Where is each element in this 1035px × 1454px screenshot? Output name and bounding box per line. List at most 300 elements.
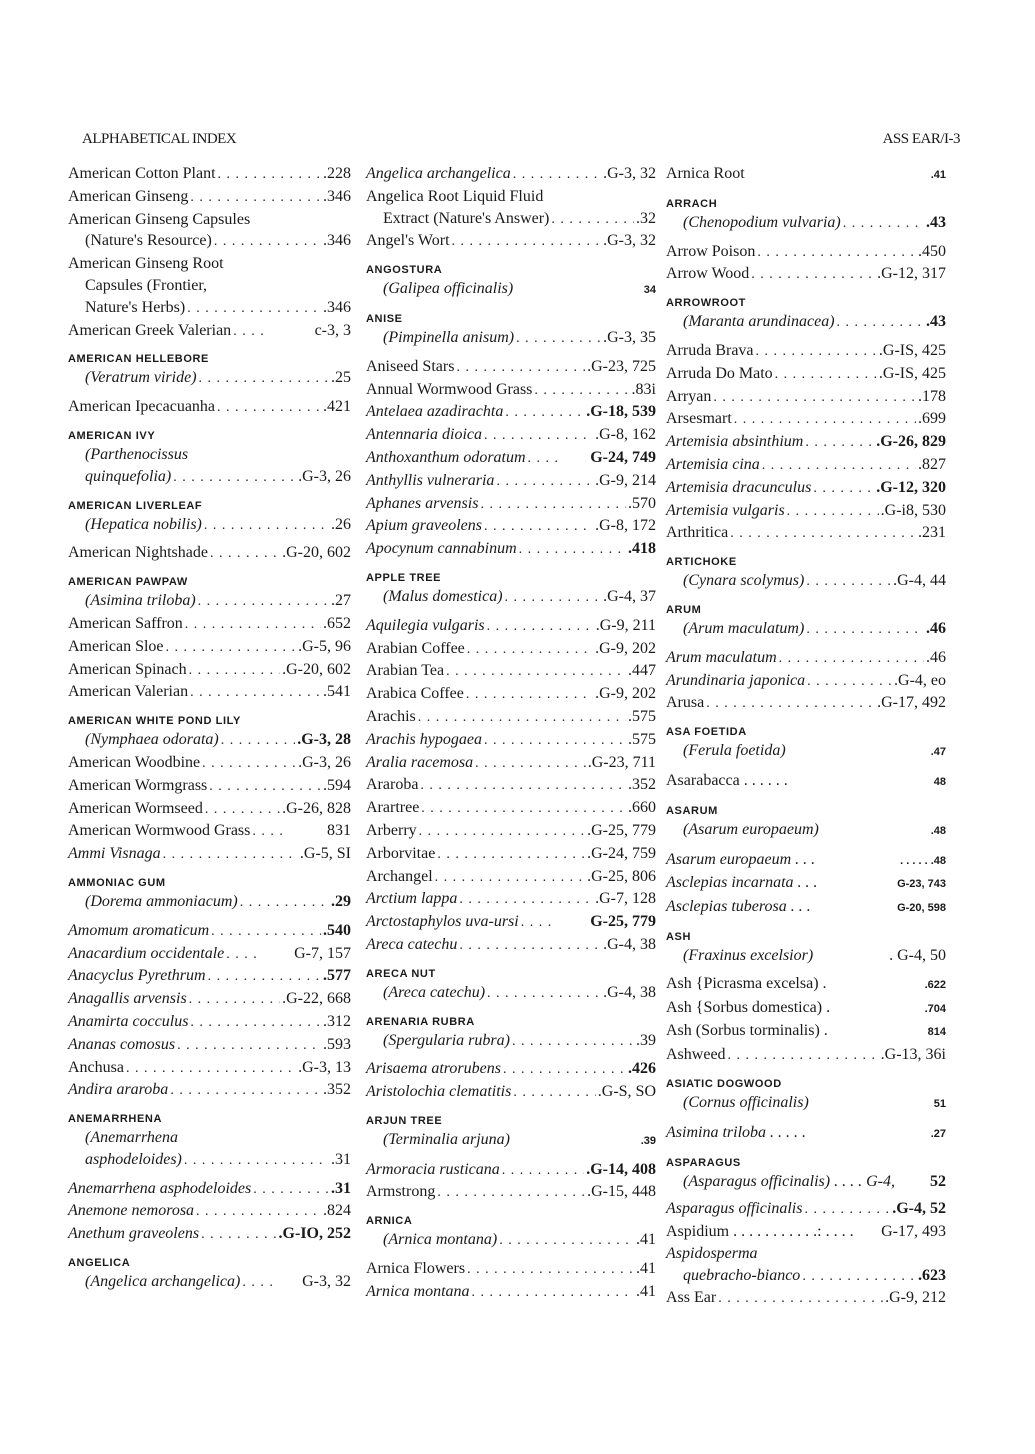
dot-leader bbox=[475, 753, 586, 775]
index-entry bbox=[666, 1221, 946, 1243]
index-entry bbox=[68, 514, 351, 537]
page-reference: .G-3, 32 bbox=[603, 232, 656, 250]
page-reference: .G-4, 38 bbox=[603, 935, 656, 953]
dot-leader bbox=[452, 231, 602, 253]
dot-leader bbox=[208, 966, 321, 988]
index-entry bbox=[366, 888, 656, 911]
index-entry bbox=[666, 431, 946, 454]
page-reference: .660 bbox=[628, 799, 656, 817]
dot-leader bbox=[513, 164, 601, 186]
page-reference: .G-9, 212 bbox=[885, 1289, 946, 1307]
dot-leader bbox=[499, 1230, 634, 1252]
dot-leader bbox=[843, 213, 924, 235]
index-entry bbox=[366, 230, 656, 253]
index-heading: ARTICHOKE bbox=[666, 556, 737, 569]
page-reference: .G-18, 539 bbox=[586, 403, 656, 421]
page-reference: .178 bbox=[918, 387, 946, 405]
entry-term: Ammi Visnaga bbox=[68, 845, 161, 863]
entry-term: Artemisia dracunculus bbox=[666, 478, 812, 496]
page-reference: .G-S, SO bbox=[597, 1083, 656, 1101]
dot-leader bbox=[713, 387, 916, 409]
index-heading: ASH bbox=[666, 930, 692, 943]
dot-leader bbox=[802, 1266, 916, 1288]
entry-term: Asclepias incarnata . . . bbox=[666, 874, 818, 892]
page-reference: .G-26, 829 bbox=[876, 433, 946, 451]
entry-term: Arborvitae bbox=[366, 844, 436, 862]
index-entry bbox=[666, 973, 946, 997]
page-reference: .418 bbox=[628, 540, 656, 558]
dot-leader bbox=[253, 1179, 329, 1201]
dot-leader bbox=[419, 821, 585, 843]
page-reference: .G-9, 202 bbox=[595, 685, 656, 703]
dot-leader: . . . . bbox=[520, 915, 553, 931]
index-entry bbox=[366, 586, 656, 609]
dot-leader bbox=[214, 231, 321, 253]
index-entry bbox=[68, 186, 351, 209]
page-reference: .827 bbox=[918, 455, 946, 473]
dot-leader bbox=[435, 867, 585, 889]
page-reference: .346 bbox=[323, 232, 351, 250]
dot-leader bbox=[210, 543, 280, 565]
index-entry bbox=[666, 241, 946, 264]
entry-term: (Arnica montana) bbox=[383, 1231, 498, 1249]
index-entry bbox=[666, 1171, 946, 1193]
entry-term: Apocynum cannabinum bbox=[366, 540, 517, 558]
index-heading: ANEMARRHENA bbox=[68, 1113, 162, 1126]
page-reference: .G-9, 214 bbox=[595, 471, 656, 489]
dot-leader: . . . . bbox=[252, 824, 284, 840]
page-reference: .G-7, 128 bbox=[595, 890, 656, 908]
index-heading: AMERICAN IVY bbox=[68, 429, 156, 442]
dot-leader bbox=[199, 368, 329, 390]
index-entry bbox=[68, 230, 351, 253]
index-heading: AMERICAN LIVERLEAF bbox=[68, 499, 203, 512]
index-entry-text: Aspidosperma bbox=[666, 1244, 758, 1262]
entry-term: American Ginseng bbox=[68, 187, 189, 205]
index-entry-text: (Anemarrhena bbox=[85, 1129, 179, 1147]
index-heading: ASPARAGUS bbox=[666, 1156, 741, 1169]
entry-term: (Ferula foetida) bbox=[683, 742, 786, 760]
page-reference: .G-IS, 425 bbox=[878, 341, 946, 359]
index-entry bbox=[68, 681, 351, 704]
dot-leader bbox=[728, 1045, 879, 1067]
index-entry bbox=[666, 1122, 946, 1146]
dot-leader bbox=[805, 432, 874, 454]
dot-leader bbox=[487, 983, 601, 1005]
index-entry bbox=[666, 1265, 946, 1288]
page-reference: .G-20, 602 bbox=[282, 660, 351, 678]
page-reference: .577 bbox=[323, 967, 351, 985]
entry-term: Arabian Tea bbox=[366, 662, 445, 680]
index-entry bbox=[366, 327, 656, 350]
entry-term: Aralia racemosa bbox=[366, 753, 474, 771]
page-reference: .41 bbox=[636, 1231, 656, 1249]
dot-leader bbox=[487, 616, 594, 638]
page-reference: .46 bbox=[926, 648, 946, 666]
index-entry bbox=[666, 692, 946, 715]
entry-term: Asarum europaeum . . . bbox=[666, 850, 816, 868]
entry-term: Aristolochia clematitis bbox=[366, 1083, 512, 1101]
index-entry bbox=[366, 660, 656, 683]
index-entry bbox=[68, 1057, 351, 1080]
index-entry bbox=[68, 752, 351, 775]
page-reference: c-3, 3 bbox=[314, 321, 351, 339]
page-reference: G-24, 749 bbox=[590, 448, 656, 466]
entry-term: Arusa bbox=[666, 694, 705, 712]
dot-leader bbox=[456, 357, 585, 379]
dot-leader: . . . . bbox=[527, 450, 560, 466]
index-entry bbox=[666, 500, 946, 523]
page-reference: .824 bbox=[323, 1202, 351, 1220]
page-reference: .31 bbox=[331, 1150, 351, 1168]
entry-term: Artemisia cina bbox=[666, 455, 760, 473]
entry-term: Ash (Sorbus torminalis) . bbox=[666, 1022, 828, 1040]
page-reference: .575 bbox=[628, 707, 656, 725]
entry-term: Arundinaria japonica bbox=[666, 671, 806, 689]
dot-leader bbox=[467, 1259, 634, 1281]
dot-leader bbox=[502, 1160, 584, 1182]
page-reference: .G-3, 13 bbox=[298, 1058, 351, 1076]
dot-leader bbox=[190, 1012, 321, 1034]
page-reference: 52 bbox=[930, 1172, 946, 1190]
page-reference: .G-3, 32 bbox=[603, 165, 656, 182]
page-reference: .26 bbox=[331, 515, 351, 533]
dot-leader bbox=[503, 1059, 626, 1081]
index-entry bbox=[68, 775, 351, 798]
entry-term: Ananas comosus bbox=[68, 1035, 176, 1053]
page-reference: .426 bbox=[628, 1060, 656, 1078]
index-entry bbox=[68, 320, 351, 343]
dot-leader bbox=[209, 776, 321, 798]
index-heading: ARECA NUT bbox=[366, 967, 436, 980]
dot-leader bbox=[505, 402, 584, 424]
index-entry-text: American Ginseng Root bbox=[68, 255, 224, 273]
index-heading: ANISE bbox=[366, 312, 403, 325]
page-reference: .83i bbox=[631, 380, 656, 398]
index-entry bbox=[68, 729, 351, 752]
entry-term: Archangel bbox=[366, 867, 433, 885]
index-entry bbox=[666, 1198, 946, 1221]
entry-term: Apium graveolens bbox=[366, 517, 482, 535]
entry-term: Arruda Do Mato bbox=[666, 364, 773, 382]
index-entry bbox=[366, 911, 656, 934]
index-entry bbox=[68, 965, 351, 988]
index-entry bbox=[666, 1020, 946, 1044]
index-column-3 bbox=[666, 163, 946, 1310]
index-entry bbox=[68, 297, 351, 320]
index-entry bbox=[666, 386, 946, 409]
page-reference: .G-26, 828 bbox=[282, 799, 351, 817]
index-entry bbox=[666, 896, 946, 920]
dot-leader bbox=[813, 478, 874, 500]
entry-term: Angel's Wort bbox=[366, 232, 450, 250]
dot-leader bbox=[837, 312, 924, 334]
dot-leader bbox=[204, 515, 329, 537]
dot-leader bbox=[484, 730, 626, 752]
index-entry bbox=[68, 163, 351, 186]
page-reference: .G-3, 35 bbox=[603, 328, 656, 346]
index-entry bbox=[366, 1181, 656, 1204]
index-entry bbox=[68, 1079, 351, 1102]
page-reference: .312 bbox=[323, 1012, 351, 1030]
index-entry bbox=[68, 590, 351, 613]
entry-term: American Spinach bbox=[68, 660, 187, 678]
page-reference: .G-14, 408 bbox=[586, 1160, 656, 1178]
index-entry bbox=[68, 396, 351, 419]
dot-leader bbox=[418, 707, 626, 729]
dot-leader bbox=[170, 1080, 321, 1102]
dot-leader bbox=[166, 637, 297, 659]
index-column-1 bbox=[68, 163, 351, 1294]
index-heading: ANGELICA bbox=[68, 1257, 131, 1270]
index-entry bbox=[68, 636, 351, 659]
index-entry bbox=[366, 706, 656, 729]
index-entry bbox=[666, 263, 946, 286]
page-reference: 831 bbox=[327, 822, 351, 840]
dot-leader bbox=[240, 892, 329, 914]
entry-term: Arachis bbox=[366, 707, 416, 725]
index-entry bbox=[366, 379, 656, 402]
dot-leader: . . . . bbox=[226, 946, 258, 962]
index-entry bbox=[366, 493, 656, 516]
entry-term: Antelaea azadirachta bbox=[366, 403, 504, 421]
page-reference: .652 bbox=[323, 614, 351, 632]
index-heading: ARROWROOT bbox=[666, 297, 746, 310]
index-heading: ARJUN TREE bbox=[366, 1114, 443, 1127]
page-reference: .27 bbox=[930, 1127, 946, 1140]
index-entry bbox=[68, 659, 351, 682]
index-entry bbox=[366, 820, 656, 843]
entry-term: Anchusa bbox=[68, 1058, 124, 1076]
index-entry bbox=[366, 934, 656, 957]
dot-leader bbox=[187, 298, 321, 320]
page-reference: .540 bbox=[323, 921, 351, 939]
page-reference: .699 bbox=[918, 410, 946, 428]
page-reference: .G-5, SI bbox=[299, 845, 351, 863]
dot-leader bbox=[196, 1201, 321, 1223]
page-reference: .G-4, 52 bbox=[892, 1200, 946, 1218]
page-reference: .29 bbox=[331, 892, 351, 910]
index-entry bbox=[366, 515, 656, 538]
index-entry bbox=[666, 1092, 946, 1116]
page-reference: .G-4, 37 bbox=[603, 587, 656, 605]
dot-leader bbox=[806, 619, 924, 641]
entry-term: Asarabacca . . . . . . bbox=[666, 771, 788, 789]
index-heading: AMERICAN HELLEBORE bbox=[68, 353, 209, 366]
entry-term: (Asarum europaeum) bbox=[683, 820, 819, 838]
entry-term: (Hepatica nobilis) bbox=[85, 515, 202, 533]
index-entry bbox=[366, 1258, 656, 1281]
entry-term: Aphanes arvensis bbox=[366, 494, 479, 512]
index-entry bbox=[366, 774, 656, 797]
page-reference: .G-9, 202 bbox=[595, 639, 656, 657]
index-heading: AMERICAN WHITE POND LILY bbox=[68, 715, 241, 728]
entry-term: Arthritica bbox=[666, 524, 729, 542]
dot-leader bbox=[519, 539, 626, 561]
index-entry bbox=[366, 1159, 656, 1182]
page-reference: G-20, 598 bbox=[897, 902, 946, 915]
page-reference: .231 bbox=[918, 524, 946, 542]
entry-term: Asimina triloba . . . . . bbox=[666, 1123, 807, 1141]
page-reference: .G-9, 211 bbox=[595, 616, 656, 634]
page-reference: .G-23, 711 bbox=[587, 753, 656, 771]
index-entry bbox=[366, 447, 656, 470]
entry-term: (Galipea officinalis) bbox=[383, 280, 514, 298]
index-entry bbox=[666, 163, 946, 187]
page-reference: .27 bbox=[331, 592, 351, 610]
entry-term: (Veratrum viride) bbox=[85, 369, 197, 387]
page-reference: .G-8, 162 bbox=[595, 426, 656, 444]
entry-term: Arryan bbox=[666, 387, 712, 405]
index-entry bbox=[366, 208, 656, 231]
index-column-2 bbox=[366, 163, 656, 1304]
dot-leader bbox=[718, 1288, 883, 1310]
dot-leader bbox=[189, 989, 280, 1011]
index-entry bbox=[68, 988, 351, 1011]
index-entry bbox=[666, 670, 946, 693]
entry-term: Arrow Poison bbox=[666, 242, 756, 260]
page-reference: G-25, 779 bbox=[590, 913, 656, 931]
page-reference: .622 bbox=[924, 978, 946, 991]
entry-term: Ash {Sorbus domestica) . bbox=[666, 998, 831, 1016]
index-entry bbox=[68, 943, 351, 966]
dot-leader bbox=[163, 844, 298, 866]
index-heading: ASIATIC DOGWOOD bbox=[666, 1077, 782, 1090]
dot-leader bbox=[730, 523, 916, 545]
entry-term: (Chenopodium vulvaria) bbox=[683, 213, 841, 231]
index-entry bbox=[666, 945, 946, 967]
dot-leader bbox=[217, 397, 321, 419]
entry-term: Antennaria dioica bbox=[366, 426, 482, 444]
entry-term: Arsesmart bbox=[666, 410, 732, 428]
index-entry bbox=[666, 618, 946, 641]
dot-leader bbox=[211, 921, 321, 943]
entry-term: Anthoxanthum odoratum bbox=[366, 448, 526, 466]
index-entry bbox=[68, 891, 351, 914]
entry-term: (Dorema ammoniacum) bbox=[85, 892, 238, 910]
page-reference: .G-3, 26 bbox=[298, 753, 351, 771]
dot-leader bbox=[189, 660, 280, 682]
entry-term: Artemisia vulgaris bbox=[666, 501, 785, 519]
page-reference: .G-20, 602 bbox=[282, 544, 351, 562]
dot-leader bbox=[484, 425, 593, 447]
dot-leader bbox=[775, 364, 877, 386]
index-entry bbox=[68, 920, 351, 943]
entry-term: Asclepias tuberosa . . . bbox=[666, 898, 811, 916]
dot-leader: . . . . bbox=[242, 1275, 274, 1291]
page-reference: .346 bbox=[323, 298, 351, 316]
entry-term: Ashweed bbox=[666, 1046, 726, 1064]
dot-leader bbox=[484, 516, 593, 538]
entry-term: Amomum aromaticum bbox=[68, 921, 210, 939]
index-heading: ASARUM bbox=[666, 804, 718, 817]
index-entry bbox=[366, 615, 656, 638]
page-reference: .48 bbox=[930, 824, 946, 837]
entry-term: Arberry bbox=[366, 821, 417, 839]
page-reference: G-23, 743 bbox=[897, 878, 946, 891]
entry-term: Anagallis arvensis bbox=[68, 990, 187, 1008]
index-entry bbox=[68, 1271, 351, 1294]
dot-leader bbox=[446, 661, 626, 683]
dot-leader bbox=[201, 1224, 276, 1246]
entry-term: (Cynara scolymus) bbox=[683, 572, 805, 590]
entry-term: (Cornus officinalis) bbox=[683, 1093, 809, 1111]
page-reference: .G-4, eo bbox=[894, 671, 946, 689]
running-header-left: ALPHABETICAL INDEX bbox=[82, 131, 237, 147]
index-entry bbox=[666, 647, 946, 670]
entry-term: Annual Wormwood Grass bbox=[366, 380, 533, 398]
index-entry bbox=[666, 819, 946, 843]
page-reference: .G-25, 779 bbox=[587, 821, 656, 839]
index-entry-text: Capsules (Frontier, bbox=[85, 276, 208, 294]
entry-term: American Sloe bbox=[68, 637, 164, 655]
page-reference: .G-23, 725 bbox=[587, 357, 656, 375]
entry-term: Araroba bbox=[366, 776, 419, 794]
dot-leader bbox=[185, 614, 321, 636]
page-reference: .421 bbox=[323, 398, 351, 416]
index-heading: ARRACH bbox=[666, 197, 718, 210]
entry-term: Aniseed Stars bbox=[366, 357, 455, 375]
entry-term: Arnica Flowers bbox=[366, 1260, 466, 1278]
index-entry bbox=[366, 1281, 656, 1304]
entry-term: Anemarrhena asphodeloides bbox=[68, 1179, 252, 1197]
index-heading: ARUM bbox=[666, 603, 702, 616]
page-reference: .623 bbox=[918, 1266, 946, 1284]
entry-term: Aspidium . . . . . . . . . . .: . . . . bbox=[666, 1223, 854, 1241]
entry-term: Anthyllis vulneraria bbox=[366, 471, 495, 489]
dot-leader bbox=[806, 571, 891, 593]
page-reference: 51 bbox=[933, 1097, 946, 1110]
page-reference: .593 bbox=[323, 1035, 351, 1053]
index-entry bbox=[68, 613, 351, 636]
dot-leader bbox=[466, 684, 593, 706]
page-reference: .47 bbox=[930, 746, 946, 759]
entry-term: (Terminalia arjuna) bbox=[383, 1130, 510, 1148]
dot-leader bbox=[807, 671, 892, 693]
index-entry bbox=[666, 570, 946, 593]
dot-leader bbox=[734, 409, 916, 431]
index-entry-text: American Ginseng Capsules bbox=[68, 210, 251, 228]
dot-leader bbox=[787, 501, 879, 523]
entry-term: American Woodbine bbox=[68, 753, 201, 771]
index-entry bbox=[366, 982, 656, 1005]
entry-term: Areca catechu bbox=[366, 935, 458, 953]
dot-leader bbox=[437, 844, 585, 866]
entry-term: Arrow Wood bbox=[666, 265, 750, 283]
entry-term: (Arum maculatum) bbox=[683, 619, 805, 637]
page-reference: .41 bbox=[636, 1260, 656, 1278]
entry-term: Arruda Brava bbox=[666, 341, 754, 359]
page-reference: 48 bbox=[933, 775, 946, 788]
page-reference: .G-4, 44 bbox=[893, 572, 946, 590]
dot-leader bbox=[706, 693, 875, 715]
page-reference: .G-4, 38 bbox=[603, 983, 656, 1001]
page-reference: .G-12, 317 bbox=[877, 265, 946, 283]
page-reference: .594 bbox=[323, 776, 351, 794]
index-entry bbox=[366, 1058, 656, 1081]
page-reference: .G-5, 96 bbox=[298, 637, 351, 655]
page-reference: .G-13, 36i bbox=[880, 1046, 946, 1064]
index-entry-text: (Parthenocissus bbox=[85, 445, 189, 463]
dot-leader bbox=[218, 164, 321, 186]
entry-term: quebracho-bianco bbox=[683, 1266, 801, 1284]
page-reference: 814 bbox=[927, 1026, 946, 1039]
index-entry bbox=[366, 278, 656, 302]
index-entry bbox=[366, 424, 656, 447]
entry-term: Anacyclus Pyrethrum bbox=[68, 967, 206, 985]
entry-term: (Malus domestica) bbox=[383, 587, 503, 605]
index-entry bbox=[366, 752, 656, 775]
